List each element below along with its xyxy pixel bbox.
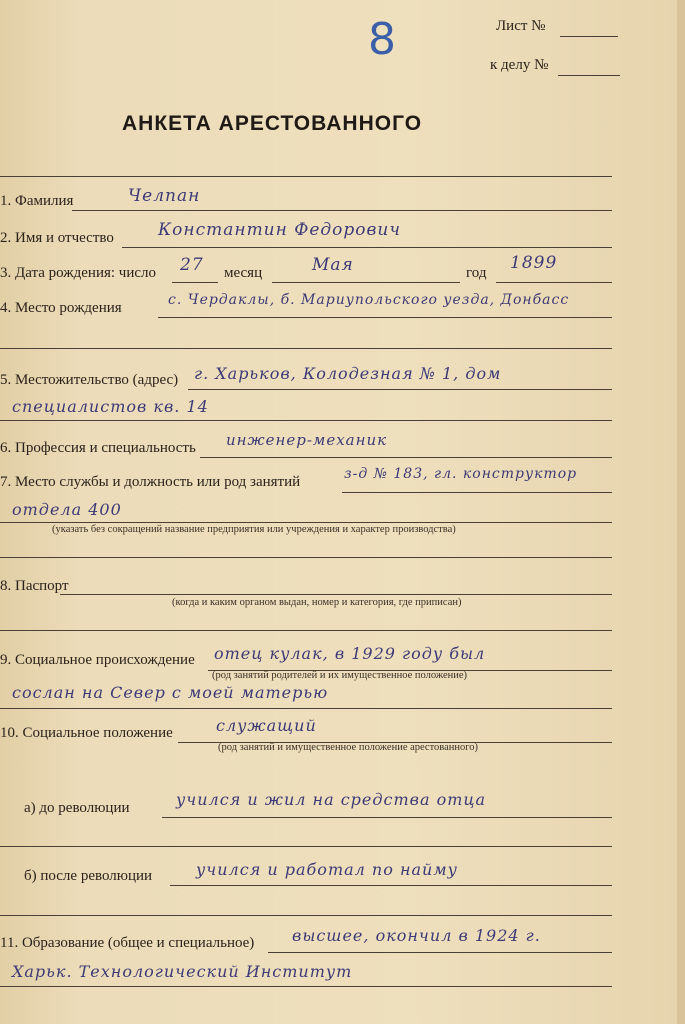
social-status-note: (род занятий и имущественное положение арестованного) bbox=[218, 742, 479, 753]
origin-value-1: отец кулак, в 1929 году был bbox=[214, 644, 486, 663]
social-status-value: служащий bbox=[216, 716, 317, 735]
after-revolution-line bbox=[170, 885, 612, 886]
birthplace-line bbox=[158, 317, 612, 318]
after-revolution-value: учился и работал по найму bbox=[196, 860, 458, 879]
workplace-line-3 bbox=[0, 557, 612, 558]
workplace-line bbox=[342, 492, 612, 493]
workplace-note: (указать без сокращений название предприятия или учреждения и характер производства) bbox=[52, 524, 456, 535]
paper-edge bbox=[677, 0, 685, 1024]
month-line bbox=[272, 282, 460, 283]
sheet-line bbox=[560, 36, 618, 37]
sheet-label: Лист № bbox=[496, 18, 546, 34]
education-label: 11. Образование (общее и специальное) bbox=[0, 935, 255, 951]
passport-line-2 bbox=[0, 630, 612, 631]
workplace-value-1: з-д № 183, гл. конструктор bbox=[344, 466, 578, 482]
rule-top bbox=[0, 176, 612, 177]
address-line-2 bbox=[0, 420, 612, 421]
case-label: к делу № bbox=[490, 57, 549, 73]
name-line bbox=[122, 247, 612, 248]
year-line bbox=[496, 282, 612, 283]
name-label: 2. Имя и отчество bbox=[0, 230, 114, 246]
workplace-line-2 bbox=[0, 522, 612, 523]
before-revolution-line bbox=[162, 817, 612, 818]
surname-line bbox=[72, 210, 612, 211]
before-revolution-line-2 bbox=[0, 846, 612, 847]
page-title: АНКЕТА АРЕСТОВАННОГО bbox=[122, 112, 423, 135]
after-revolution-label: б) после революции bbox=[24, 868, 153, 884]
workplace-label: 7. Место службы и должность или род занятий bbox=[0, 474, 301, 490]
year-label: год bbox=[466, 265, 487, 281]
birthplace-label: 4. Место рождения bbox=[0, 300, 122, 316]
address-line bbox=[188, 389, 612, 390]
birthplace-value: с. Чердаклы, б. Мариупольского уезда, Донбасс bbox=[168, 292, 570, 308]
birthdate-label: 3. Дата рождения: число bbox=[0, 265, 157, 281]
month-label: месяц bbox=[224, 265, 263, 281]
before-revolution-label: а) до революции bbox=[24, 800, 130, 816]
profession-value: инженер-механик bbox=[226, 431, 388, 449]
address-value-2: специалистов кв. 14 bbox=[12, 397, 209, 416]
name-value: Константин Федорович bbox=[158, 220, 401, 240]
profession-line bbox=[200, 457, 612, 458]
social-status-label: 10. Социальное положение bbox=[0, 725, 173, 741]
workplace-value-2: отдела 400 bbox=[12, 500, 122, 519]
address-label: 5. Местожительство (адрес) bbox=[0, 372, 179, 388]
birth-month: Мая bbox=[312, 255, 354, 275]
education-line-2 bbox=[0, 986, 612, 987]
profession-label: 6. Профессия и специальность bbox=[0, 440, 196, 456]
surname-value: Челпан bbox=[128, 186, 201, 206]
education-value-1: высшее, окончил в 1924 г. bbox=[292, 926, 541, 945]
before-revolution-value: учился и жил на средства отца bbox=[176, 790, 487, 809]
surname-label: 1. Фамилия bbox=[0, 193, 74, 209]
address-value-1: г. Харьков, Колодезная № 1, дом bbox=[194, 364, 502, 383]
sheet-number: 8 bbox=[368, 14, 396, 65]
origin-line-2 bbox=[0, 708, 612, 709]
birth-day: 27 bbox=[180, 255, 204, 275]
after-revolution-line-2 bbox=[0, 915, 612, 916]
case-line bbox=[558, 75, 620, 76]
origin-note: (род занятий родителей и их имущественное положение) bbox=[212, 670, 468, 681]
education-value-2: Харьк. Технологический Институт bbox=[12, 962, 353, 981]
passport-line bbox=[60, 594, 612, 595]
origin-value-2: сослан на Север с моей матерью bbox=[12, 683, 329, 702]
passport-note: (когда и каким органом выдан, номер и категория, где приписан) bbox=[172, 597, 462, 608]
birth-year: 1899 bbox=[510, 253, 558, 273]
passport-label: 8. Паспорт bbox=[0, 578, 69, 594]
education-line bbox=[268, 952, 612, 953]
origin-label: 9. Социальное происхождение bbox=[0, 652, 195, 668]
day-line bbox=[172, 282, 218, 283]
birthplace-line-2 bbox=[0, 348, 612, 349]
